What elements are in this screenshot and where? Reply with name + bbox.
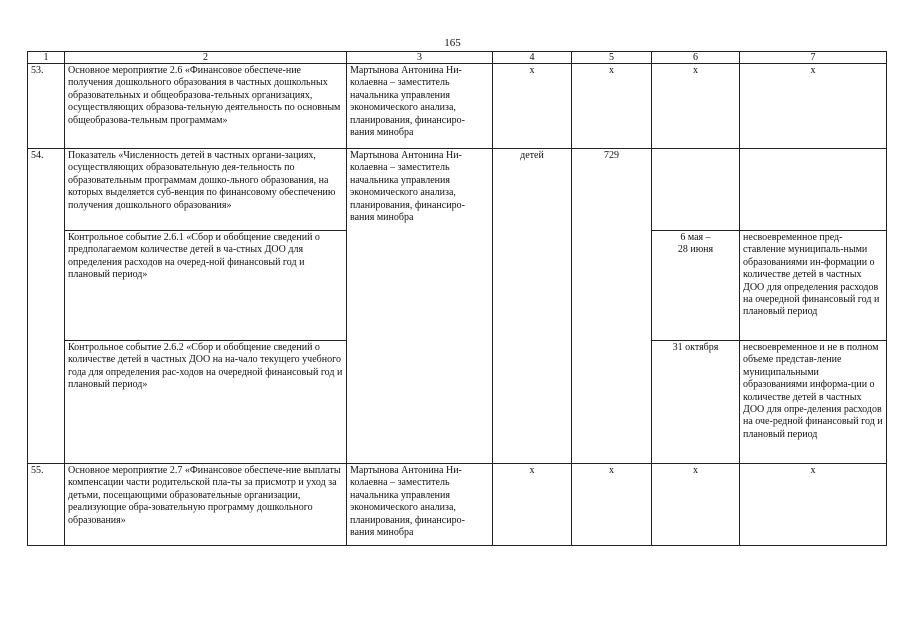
row-number: 53.: [28, 64, 65, 149]
row-col7: х: [740, 64, 887, 149]
row-number: 55.: [28, 464, 65, 546]
row-number: 54.: [28, 149, 65, 464]
row-col5: х: [572, 64, 652, 149]
activities-table: [27, 51, 887, 546]
row-responsible: Мартынова Антонина Ни-колаевна – заместитель начальника управления экономического анализа, планирования, финансиро-вания минобра: [347, 464, 493, 546]
row-col7: х: [740, 464, 887, 546]
row-col6: х: [652, 64, 740, 149]
row-responsible: Мартынова Антонина Ни-колаевна – заместитель начальника управления экономического анализа, планирования, финансиро-вания минобра: [347, 64, 493, 149]
table-row: [28, 464, 887, 546]
event-risk: несвоевременное пред-ставление муниципаль-ными образованиями ин-формации о количестве детей в частных ДОО для определения расходов на очередной финансовый год и плановый период: [740, 231, 887, 341]
event-title: Контрольное событие 2.6.1 «Сбор и обобщение сведений о предполагаемом количестве детей в ча-стных ДОО для определения расходов на очеред-ной финансовый год и плановый период»: [65, 231, 347, 341]
header-cell-5: 5: [572, 52, 652, 64]
row-title: Основное мероприятие 2.7 «Финансовое обеспече-ние выплаты компенсации части родительской пла-ты за присмотр и уход за детьми, посещающими образовательные организации, реализующие обра-зовательную программу дошкольного образования»: [65, 464, 347, 546]
header-cell-3: 3: [347, 52, 493, 64]
row-col4: х: [493, 64, 572, 149]
table-row: [28, 149, 887, 231]
event-risk: несвоевременное и не в полном объеме представ-ление муниципальными образованиями информа-ции о количестве детей в частных ДОО для опре-деления расходов на оче-редной финансовый год и плановый период: [740, 341, 887, 464]
row-col5: х: [572, 464, 652, 546]
row-col6: х: [652, 464, 740, 546]
row-title: Основное мероприятие 2.6 «Финансовое обеспече-ние получения дошкольного образования в частных дошкольных образовательных и общеобразова-тельных организациях, осуществляющих образова-тельную деятельность по основным общеобразова-тельным программам»: [65, 64, 347, 149]
event-dates: 6 мая – 28 июня: [652, 231, 740, 341]
header-cell-1: 1: [28, 52, 65, 64]
header-cell-2: 2: [65, 52, 347, 64]
row-col4: детей: [493, 149, 572, 464]
table-row: [28, 64, 887, 149]
row-responsible: Мартынова Антонина Ни-колаевна – заместитель начальника управления экономического анализа, планирования, финансиро-вания минобра: [347, 149, 493, 464]
row-col4: х: [493, 464, 572, 546]
header-cell-6: 6: [652, 52, 740, 64]
row-col6: [652, 149, 740, 231]
header-cell-7: 7: [740, 52, 887, 64]
header-row: [28, 52, 887, 64]
event-title: Контрольное событие 2.6.2 «Сбор и обобщение сведений о количестве детей в частных ДОО на на-чало текущего учебного года для определения рас-ходов на очередной финансовый год и плановый период»: [65, 341, 347, 464]
header-cell-4: 4: [493, 52, 572, 64]
row-title: Показатель «Численность детей в частных органи-зациях, осуществляющих образовательную дея-тельность по образовательным программам дошко-льного образования, на которых выделяется суб-венция по финансовому обеспечению получения дошкольного образования»: [65, 149, 347, 231]
row-col5: 729: [572, 149, 652, 464]
page-number: 165: [444, 37, 461, 49]
event-dates: 31 октября: [652, 341, 740, 464]
row-col7: [740, 149, 887, 231]
